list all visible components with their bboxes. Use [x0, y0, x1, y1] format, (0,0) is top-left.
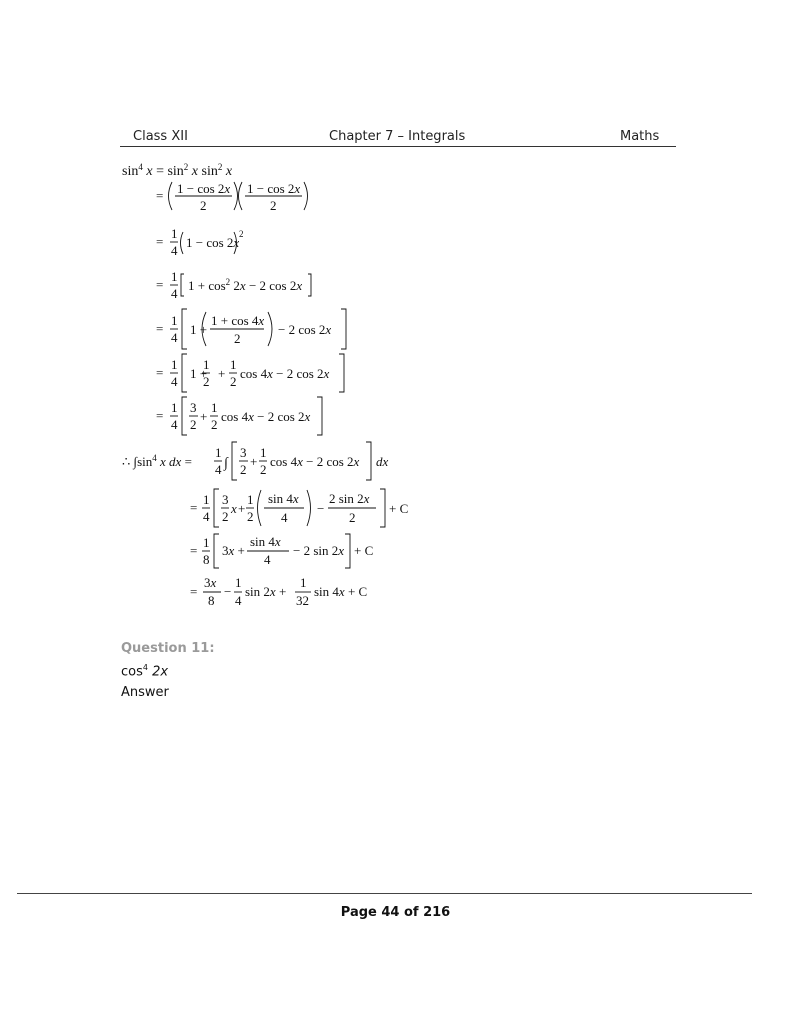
svg-text:=: = [190, 543, 198, 558]
svg-text:1: 1 [203, 535, 210, 550]
svg-text:4: 4 [171, 330, 178, 345]
svg-text:∫: ∫ [224, 456, 228, 471]
svg-text:1: 1 [171, 313, 178, 328]
svg-text:1: 1 [171, 226, 178, 241]
svg-text:1: 1 [215, 445, 222, 460]
header-subject-label: Maths [620, 129, 660, 144]
svg-text:+ C: + C [354, 543, 374, 558]
svg-text:2: 2 [260, 462, 267, 477]
svg-text:4: 4 [171, 417, 178, 432]
svg-text:+: + [218, 366, 226, 381]
svg-text:+: + [250, 454, 258, 469]
svg-text:− 2 cos 2x: − 2 cos 2x [278, 322, 332, 337]
svg-text:sin 4x + C: sin 4x + C [314, 584, 368, 599]
svg-text:+ C: + C [389, 501, 409, 516]
header-chapter-label: Chapter 7 – Integrals [329, 129, 466, 144]
svg-text:3: 3 [190, 400, 197, 415]
svg-text:sin 4x: sin 4x [268, 491, 299, 506]
svg-text:1: 1 [171, 357, 178, 372]
svg-text:4: 4 [171, 243, 178, 258]
svg-text:1: 1 [230, 357, 237, 372]
svg-text:+: + [238, 501, 246, 516]
svg-text:2: 2 [222, 509, 229, 524]
svg-text:dx: dx [376, 454, 389, 469]
svg-text:cos 4x − 2 cos 2x: cos 4x − 2 cos 2x [270, 454, 360, 469]
svg-text:2: 2 [239, 229, 244, 239]
svg-text:1 + cos 4x: 1 + cos 4x [211, 313, 265, 328]
svg-text:4: 4 [235, 593, 242, 608]
svg-text:3: 3 [240, 445, 247, 460]
svg-text:1 − cos 2x: 1 − cos 2x [177, 181, 231, 196]
svg-text:=: = [156, 234, 164, 249]
svg-text:sin4 x = sin2 x sin2 x: $\sin^4 x = \sin^2 x$ $\sin^2 x$ [122, 162, 233, 179]
svg-text:1: 1 [203, 492, 210, 507]
svg-text:3x: 3x [204, 575, 217, 590]
question-expr-base: cos [121, 664, 143, 680]
svg-text:1: 1 [171, 400, 178, 415]
svg-text:∴ ∫sin4 x dx =: ∴ $\int\sin^4$ x dx = [122, 453, 192, 469]
svg-text:−: − [224, 584, 232, 599]
question-expr-arg: 2x [152, 664, 169, 680]
svg-text:1 + cos2 2x − 2 cos 2x: $1 + \cos^2 2x - 2$ cos 2x [188, 277, 303, 293]
svg-text:− 2 sin 2x: − 2 sin 2x [293, 543, 345, 558]
svg-text:sin 4x: sin 4x [250, 534, 281, 549]
header-class-label: Class XII [133, 129, 188, 144]
question-expr-power: 4 [142, 663, 148, 672]
svg-text:2: 2 [203, 374, 210, 389]
svg-text:8: 8 [208, 593, 215, 608]
svg-text:1: 1 [171, 269, 178, 284]
svg-text:2: 2 [240, 462, 247, 477]
svg-text:3: 3 [222, 492, 229, 507]
svg-text:=: = [156, 188, 164, 203]
svg-text:2: 2 [234, 331, 241, 346]
svg-text:=: = [190, 584, 198, 599]
svg-text:4: 4 [171, 374, 178, 389]
svg-text:1: 1 [211, 400, 218, 415]
svg-text:1: 1 [300, 575, 307, 590]
svg-text:+: + [200, 409, 208, 424]
svg-text:sin 2x +: sin 2x + [245, 584, 287, 599]
svg-text:1 +: 1 + [190, 322, 208, 337]
svg-text:2: 2 [230, 374, 237, 389]
svg-text:2: 2 [270, 198, 277, 213]
question-title: Question 11: [121, 641, 215, 656]
page-number: Page 44 of 216 [340, 905, 451, 920]
svg-text:1: 1 [247, 492, 254, 507]
svg-text:2 sin 2x: 2 sin 2x [329, 491, 370, 506]
svg-text:2: 2 [211, 417, 218, 432]
svg-text:2: 2 [247, 509, 254, 524]
svg-text:=: = [190, 500, 198, 515]
svg-text:4: 4 [281, 510, 288, 525]
svg-text:−: − [317, 501, 325, 516]
question-expression [121, 663, 168, 679]
svg-text:1: 1 [203, 357, 210, 372]
header-rule [120, 146, 676, 147]
svg-text:1: 1 [260, 445, 267, 460]
svg-text:4: 4 [171, 286, 178, 301]
svg-text:=: = [156, 321, 164, 336]
svg-text:cos 4x − 2 cos 2x: cos 4x − 2 cos 2x [221, 409, 311, 424]
svg-text:32: 32 [296, 593, 309, 608]
svg-text:x: x [231, 501, 237, 516]
svg-text:=: = [156, 408, 164, 423]
footer-rule [17, 893, 752, 894]
svg-text:=: = [156, 277, 164, 292]
math-derivation [118, 156, 438, 626]
svg-text:8: 8 [203, 552, 210, 567]
svg-text:1 − cos 2x: 1 − cos 2x [247, 181, 301, 196]
svg-text:4: 4 [203, 509, 210, 524]
svg-text:3x +: 3x + [222, 543, 245, 558]
svg-text:1: 1 [235, 575, 242, 590]
svg-text:=: = [156, 365, 164, 380]
svg-text:cos 4x − 2 cos 2x: cos 4x − 2 cos 2x [240, 366, 330, 381]
svg-text:4: 4 [215, 462, 222, 477]
svg-text:1 − cos 2x: 1 − cos 2x [186, 235, 240, 250]
svg-text:2: 2 [349, 510, 356, 525]
answer-label: Answer [121, 685, 169, 700]
svg-text:4: 4 [264, 552, 271, 567]
svg-text:2: 2 [200, 198, 207, 213]
svg-text:2: 2 [190, 417, 197, 432]
svg-text:1 +: 1 + [190, 366, 208, 381]
